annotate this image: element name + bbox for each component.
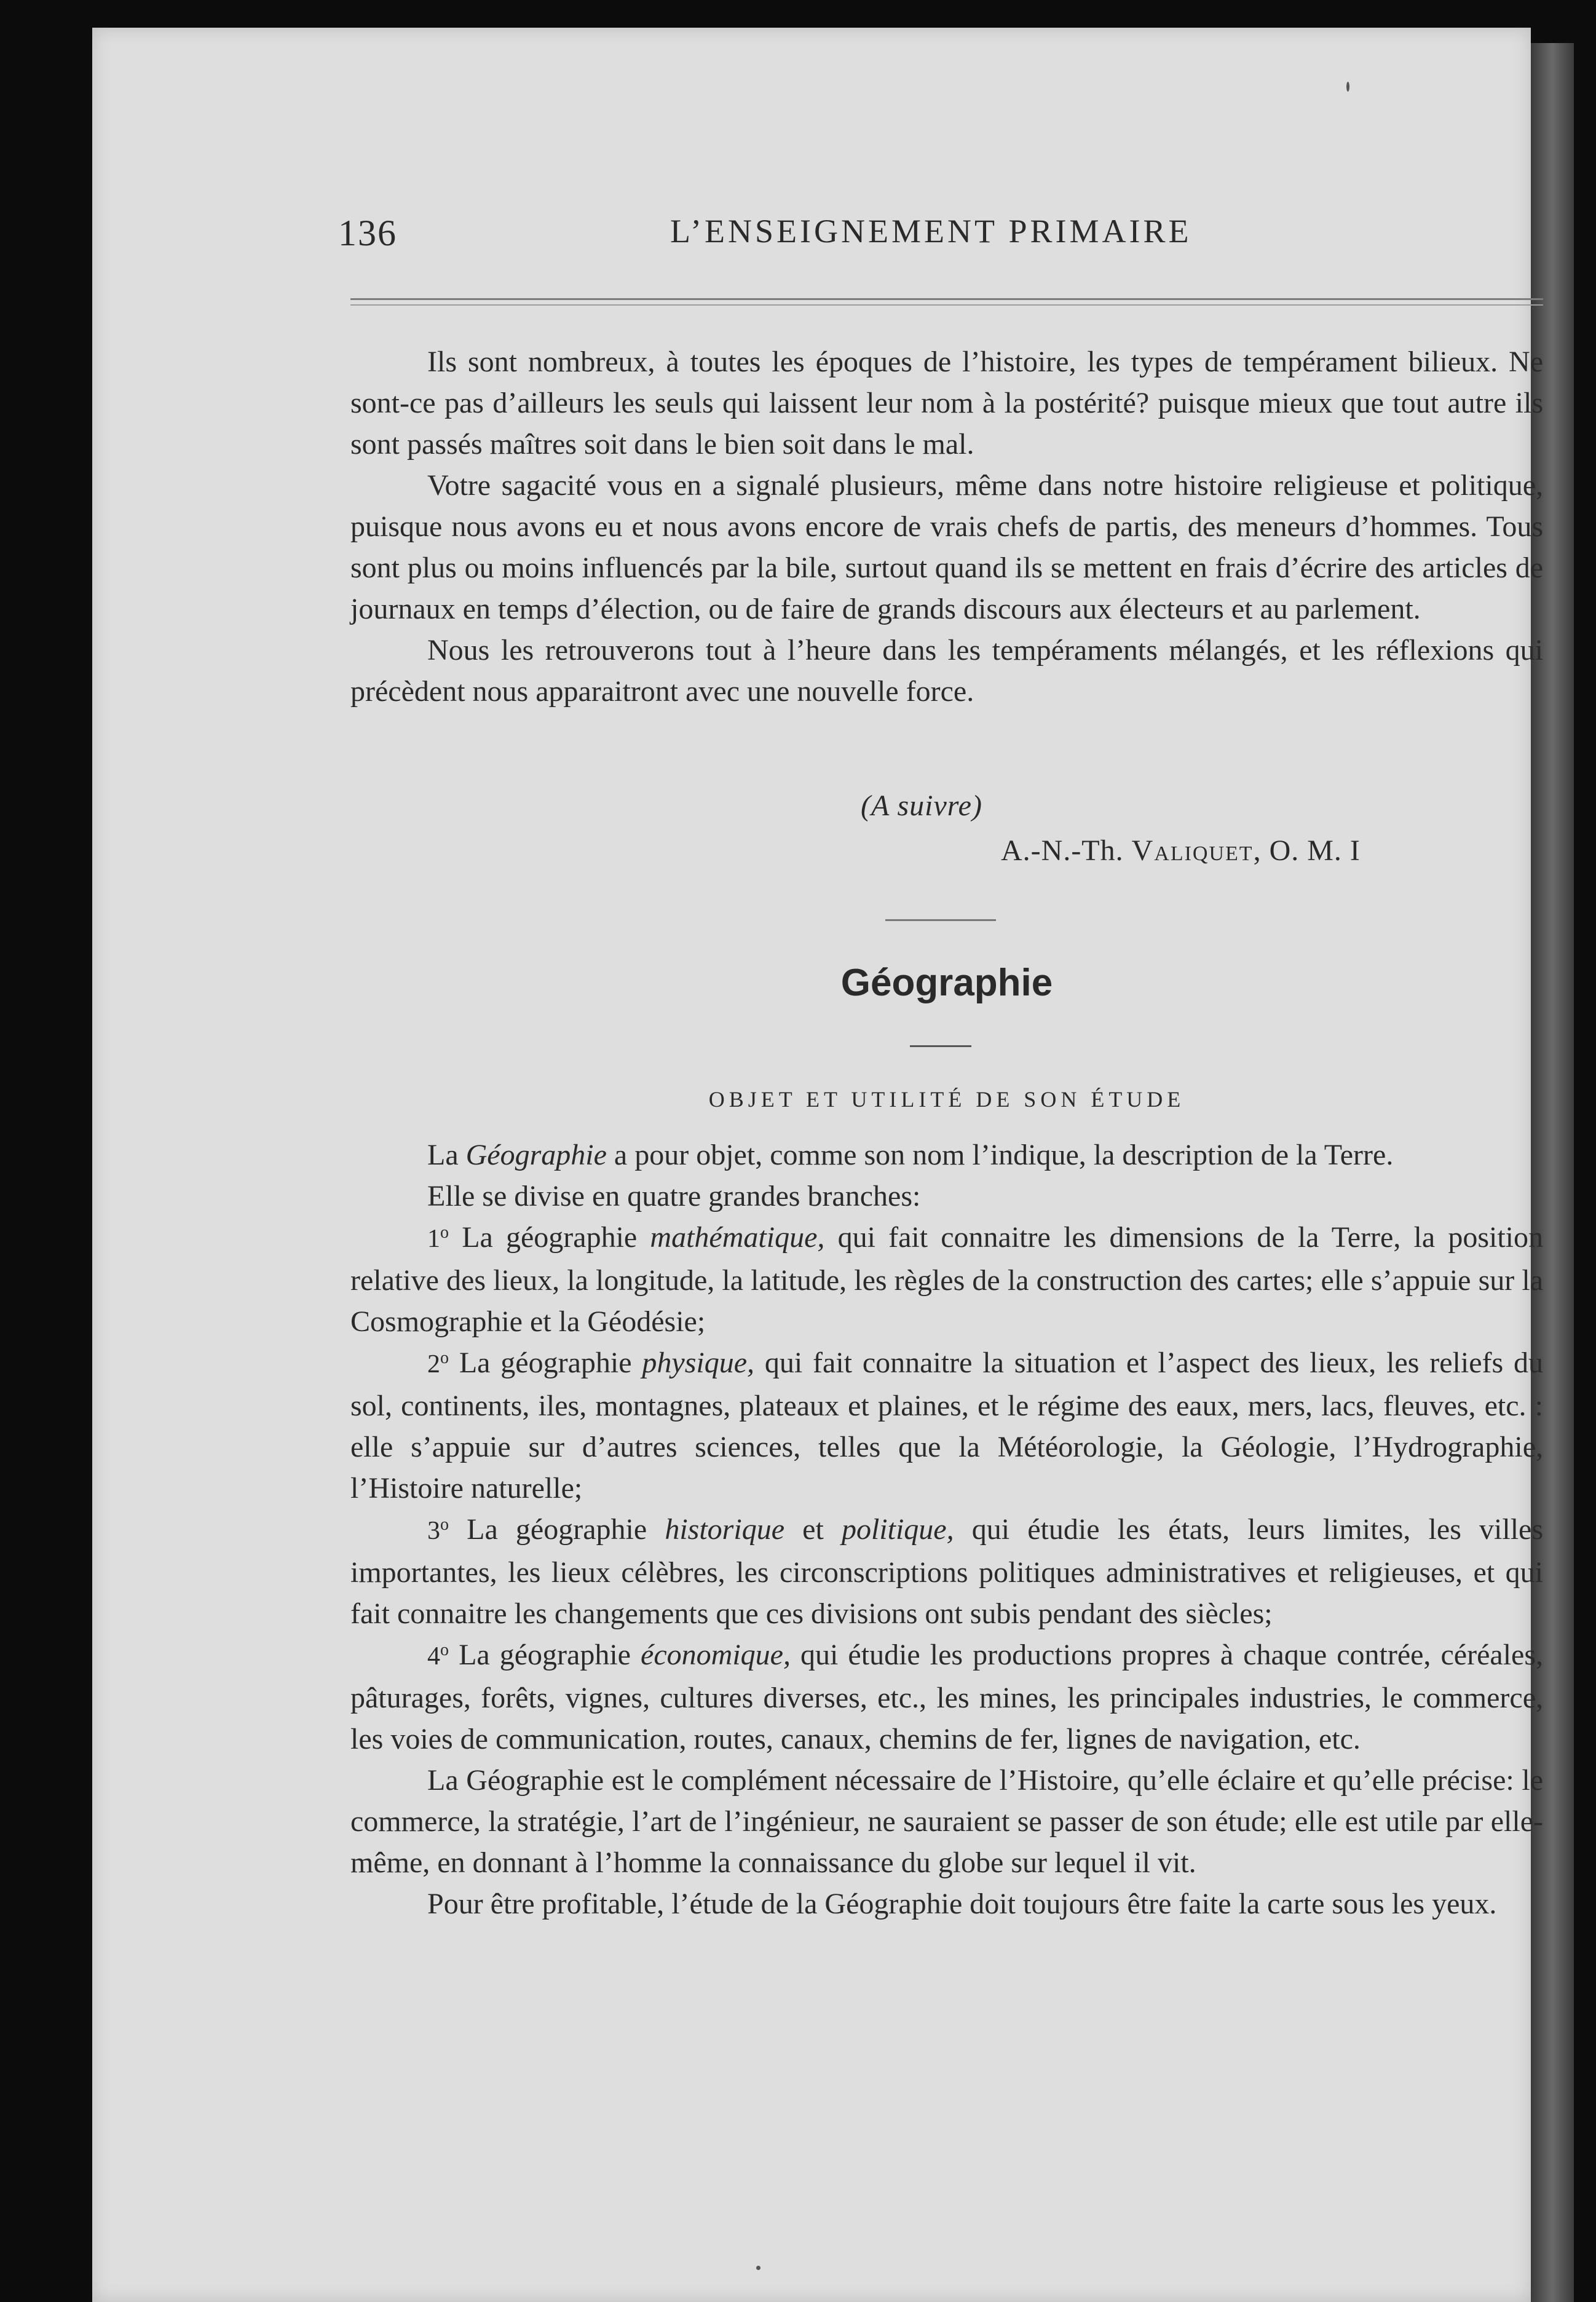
divides-paragraph: Elle se divise en quatre grandes branches: xyxy=(427,1180,921,1212)
intro-lead: La xyxy=(427,1139,459,1171)
branch-item: 4$^o$ La géographie économique, qui étudie les productions propres à chaque contrée, céréales, pâturages, forêts, vignes, cultures diverses, etc., les mines, les principales industries, le commerce, les voies de communication, routes, canaux, chemins de fer, lignes de navigation, etc. xyxy=(350,1639,1544,1755)
branch-item: 1$^o$ La géographie mathématique, qui fait connaitre les dimensions de la Terre, la position relative des lieux, la longitude, la latitude, les règles de la construction des cartes; elle s’appuie sur la Cosmographie et la Géodésie; xyxy=(350,1221,1544,1338)
branch-number: 4$^o$ xyxy=(427,1640,449,1671)
branch-term: historique xyxy=(665,1513,784,1546)
author-initials: A.-N.-Th. xyxy=(1001,834,1124,867)
paragraph: La Géographie est le complément nécessaire de l’Histoire, qu’elle éclaire et qu’elle précise: le commerce, la stratégie, l’art de l’ingénieur, ne sauraient se passer de son étude; elle est utile par elle-même, en donnant à l’homme la connaissance du globe sur lequel il vit. xyxy=(350,1764,1543,1879)
branch-term: politique, xyxy=(841,1513,954,1546)
intro-term: Géographie xyxy=(465,1139,607,1171)
branch-item: 3$^o$ La géographie historique et politique, qui étudie les états, leurs limites, les villes importantes, les lieux célèbres, les circonscriptions politiques administratives et religieuses, et qui fait connaitre les changements que ces divisions ont subis pendant des siècles; xyxy=(350,1513,1544,1630)
section-title: Géographie xyxy=(840,962,1053,1004)
author-order: , O. M. I xyxy=(1253,834,1361,867)
section-separator xyxy=(885,919,996,921)
branch-item: 2$^o$ La géographie physique, qui fait connaitre la situation et l’aspect des lieux, les reliefs du sol, continents, iles, montagnes, plateaux et plaines, et le régime des eaux, mers, lacs, fleuves, etc. : elle s’appuie sur d’autres sciences, telles que la Météorologie, la Géologie, l’Hydrographie, l’Histoire naturelle; xyxy=(350,1347,1544,1505)
ink-speck xyxy=(1346,82,1349,92)
geography-body xyxy=(350,1134,1543,1924)
branch-number: 1$^o$ xyxy=(427,1223,449,1253)
paragraph: Nous les retrouverons tout à l’heure dans les tempéraments mélangés, et les réflexions qui précèdent nous apparaitront avec une nouvelle force. xyxy=(350,634,1543,708)
branch-number: 3$^o$ xyxy=(427,1515,449,1545)
branch-term: mathématique, xyxy=(650,1221,825,1254)
intro-rest: a pour objet, comme son nom l’indique, la description de la Terre. xyxy=(614,1139,1394,1171)
branch-term: économique, xyxy=(641,1639,791,1671)
article-continuation xyxy=(350,341,1543,712)
ink-speck xyxy=(756,2266,760,2270)
author-surname: Valiquet xyxy=(1131,834,1254,867)
running-header: L’ENSEIGNEMENT PRIMAIRE xyxy=(670,213,1192,250)
intro-paragraph xyxy=(350,1134,1543,1176)
paragraph: Ils sont nombreux, à toutes les époques de l’histoire, les types de tempérament bilieux. Ne sont-ce pas d’ailleurs les seuls qui laissent leur nom à la postérité? puisque mieux que tout autre ils sont passés maîtres soit dans le bien soit dans le mal. xyxy=(350,346,1543,461)
branch-number: 2$^o$ xyxy=(427,1348,449,1378)
branch-term: physique, xyxy=(642,1347,755,1379)
page-number: 136 xyxy=(338,213,397,253)
header-rule xyxy=(350,298,1543,306)
author-line xyxy=(1001,830,1361,871)
to-be-continued: (A suivre) xyxy=(861,789,982,822)
scanned-page xyxy=(92,28,1544,2302)
paragraph: Pour être profitable, l’étude de la Géographie doit toujours être faite la carte sous les yeux. xyxy=(427,1888,1497,1920)
title-underline xyxy=(910,1045,971,1047)
section-subtitle: OBJET ET UTILITÉ DE SON ÉTUDE xyxy=(708,1087,1185,1112)
paragraph: Votre sagacité vous en a signalé plusieurs, même dans notre histoire religieuse et politique, puisque nous avons eu et nous avons encore de vrais chefs de partis, des meneurs d’hommes. Tous sont plus ou moins influencés par la bile, surtout quand ils se mettent en frais d’écrire des articles de journaux en temps d’élection, ou de faire de grands discours aux électeurs et au parlement. xyxy=(350,469,1543,625)
